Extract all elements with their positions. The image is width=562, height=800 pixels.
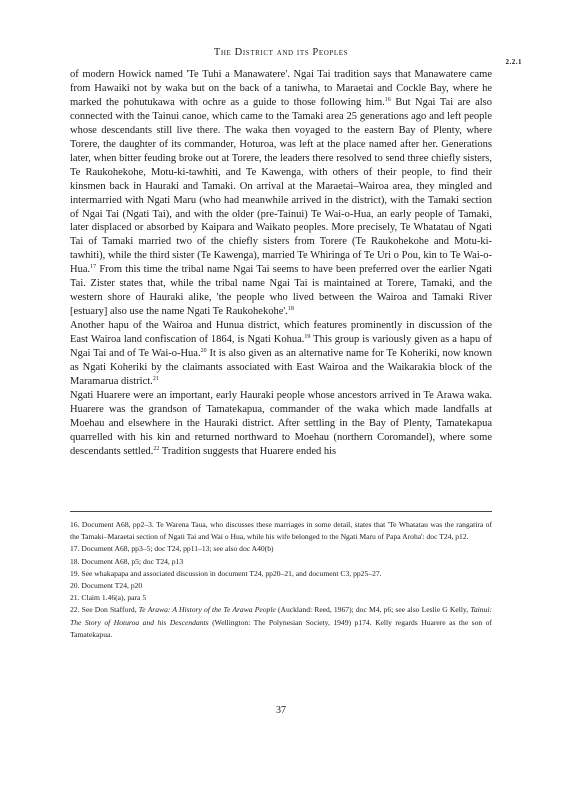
- text-run: 16. Document A68, pp2–3. Te Warena Taua, who discusses these marriages in some detail, states that 'Te Whatatau was the rangatira of the Tamaki–Maraetai section of Ngati Tai and Wai o Hua, while his wife belonged to the Ngati Maru of Papa Aroha': doc T24, p12.: [70, 520, 492, 542]
- footnote-marker: 18: [287, 306, 294, 313]
- text-run: 21. Claim 1.46(a), para 5: [70, 593, 147, 603]
- text-run: 19. See whakapapa and associated discussion in document T24, pp20–21, and document C3, pp25–27.: [70, 568, 382, 578]
- text-run: Ngati Huarere were an important, early Hauraki people whose ancestors arrived in Te Arawa waka. Huarere was the grandson of Tamatekapua, commander of the waka which made landfalls at Moehau and elsewhere in the Hauraki district. After settling in the Bay of Plenty, Tamatekapua quarrelled with his kin and returned northward to Moehau (northern Coromandel), where some descendants settled.: [70, 389, 492, 457]
- page-number: 37: [276, 705, 286, 716]
- text-run: This group is variously given as a hapu of Ngai Tai and of Te Wai-o-Hua.: [70, 334, 492, 360]
- text-run: Another hapu of the Wairoa and Hunua district, which features prominently in discussion of the East Wairoa land confiscation of 1864, is Ngati Kohua.: [70, 320, 492, 346]
- paragraph: [70, 68, 492, 319]
- text-run: (Wellington: The Polynesian Society, 1949) p174. Kelly regards Huarere as the son of Tamatekapua.: [70, 617, 493, 639]
- text-run: 22. See Don Stafford,: [70, 605, 139, 615]
- paragraph: [70, 319, 492, 389]
- footnote-marker: 17: [90, 264, 97, 271]
- text-run: 20. Document T24, p20: [70, 581, 143, 591]
- footnote: [70, 543, 492, 555]
- footnotes: [70, 519, 492, 641]
- footnote-marker: 16: [384, 96, 391, 103]
- footnote-marker: 20: [200, 348, 207, 355]
- text-run: Tradition suggests that Huarere ended his: [159, 445, 337, 457]
- text-run: 18. Document A68, p5; doc T24, p13: [70, 556, 184, 566]
- text-run: of modern Howick named 'Te Tuhi a Manawatere'. Ngai Tai tradition says that Manawatere came from Hawaiki not by waka but on the back of a taniwha, to Maraetai and Cockle Bay, where he marked the pohutukawa with ochre as a guide to those following him.: [70, 69, 492, 108]
- paragraph: [70, 389, 492, 459]
- footnote: [70, 580, 492, 592]
- footnote: [70, 592, 492, 604]
- text-run: But Ngai Tai are also connected with the Tainui canoe, which came to the Tamaki area 25 generations ago and left people whose descendants still live there. The waka then voyaged to the eastern Bay of Plenty, where Torere, the daughter of its commander, Hoturoa, was left at the place named after her. Generations later, when bitter feuding broke out at Torere, the leaders there resolved to send three chiefly sisters, Te Raukohekohe, Motu-ki-tawhiti, and Te Kawenga, with others of their people, to find their kinsmen back in Hauraki and Tamaki. On arrival at the Maraetai–Wairoa area, they mingled and intermarried with Ngati Maru (who had meanwhile arrived in the district), with the Tamaki section of Ngai Tai (Ngati Tai), and with the older (pre-Tainui) Te Wai-o-Hua, an early people of Tamaki, later displaced or absorbed by Kaipara and Waikato peoples. More precisely, Te Whatatau of Ngati Tai of Tamaki married two of the chiefly sisters from Torere (Te Raukohekohe and Motu-ki-tawhiti), while the third sister (Te Kawenga), married Te Whiringa of Te Uri o Pou, kin to Te Wai-o-Hua.: [70, 96, 492, 276]
- text-run: From this time the tribal name Ngai Tai seems to have been preferred over the earlier Ngati Tai. Zister states that, while the tribal name Ngai Tai is maintained at Torere, Tamaki, and the western shore of Hauraki alike, 'the people who lived between the Wairoa and Tamaki River [estuary] also use the name Ngati Te Raukohekohe'.: [70, 264, 492, 318]
- text-run: It is also given as an alternative name for Te Koheriki, now known as Ngati Koheriki by the claimants associated with East Wairoa and the Waikarakia block of the Maramarua district.: [70, 348, 493, 387]
- text-run: (Auckland: Reed, 1967); doc M4, p6; see also Leslie G Kelly,: [275, 605, 471, 615]
- section-number: 2.2.1: [505, 58, 522, 66]
- italic-title: Tainui: The Story of Hoturoa and his Descendants: [70, 605, 492, 627]
- body-text: [70, 68, 492, 459]
- footnote-rule: [70, 511, 492, 512]
- running-head: The District and its Peoples: [213, 47, 349, 58]
- text-run: 17. Document A68, pp3–5; doc T24, pp11–13; see also doc A40(b): [70, 544, 274, 554]
- footnote-marker: 19: [304, 334, 311, 341]
- footnote: [70, 568, 492, 580]
- footnote-marker: 21: [152, 375, 159, 382]
- italic-title: Te Arawa: A History of the Te Arawa People: [138, 605, 276, 615]
- footnote-marker: 22: [153, 445, 160, 452]
- footnote: [70, 519, 492, 543]
- footnote: [70, 604, 492, 641]
- footnote: [70, 556, 492, 568]
